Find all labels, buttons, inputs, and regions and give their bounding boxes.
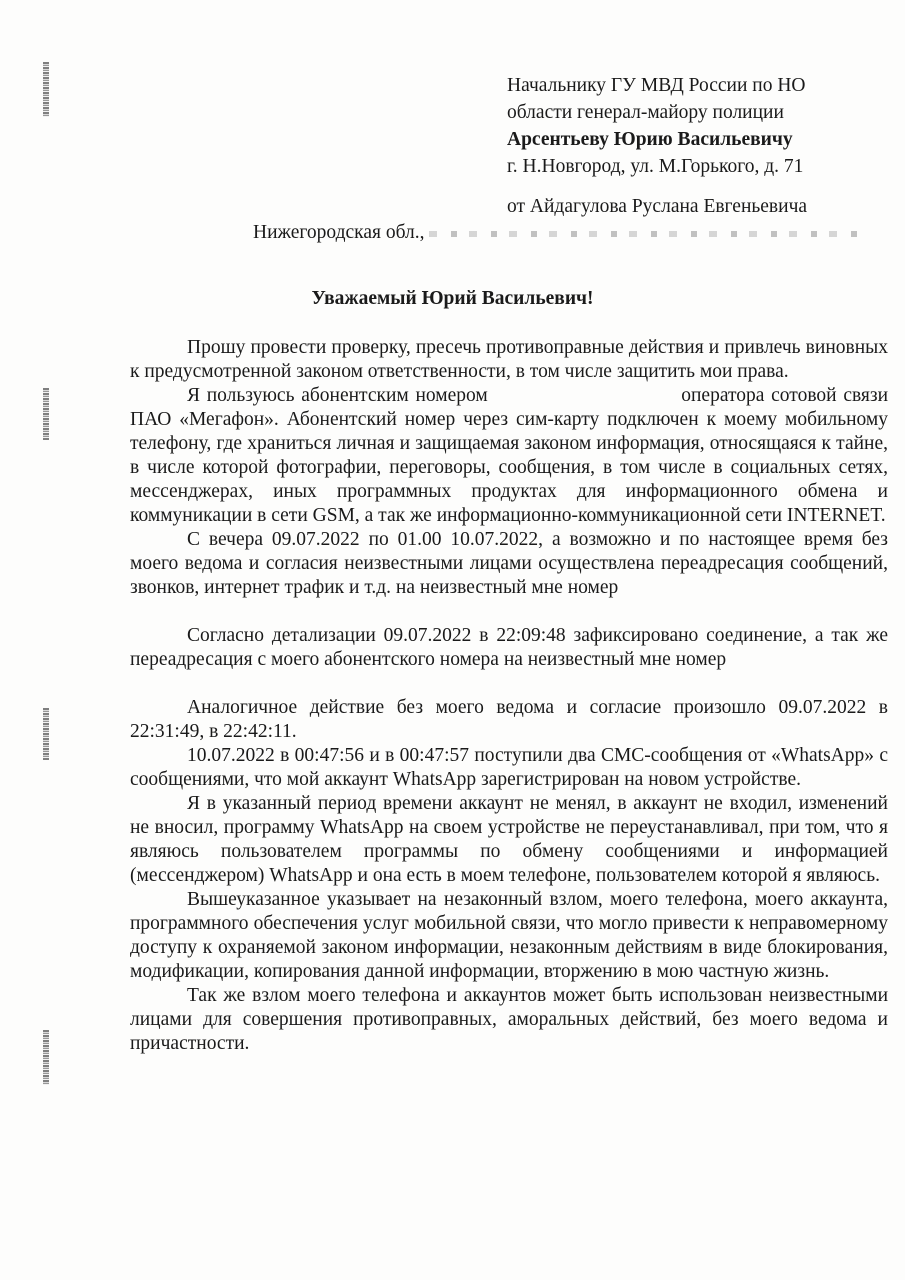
- scan-mark-lower: [43, 708, 49, 760]
- paragraph-2-rest: оператора сотовой связи ПАО «Мегафон». Абонентский номер через сим-карту подключен к моему мобильному телефону, где храниться личная и защищаемая законом информация, относящаяся к тайне, в числе которой фотографии, переговоры, сообщения, в том числе в социальных сетях, мессенджерах, иных программных продуктах для информационного обмена и коммуникации в сети GSM, а так же информационно-коммуникационной сети INTERNET.: [130, 385, 889, 526]
- paragraph-8: Вышеуказанное указывает на незаконный взлом, моего телефона, моего аккаунта, программного обеспечения услуг мобильной связи, что могло привести к неправомерному доступу к охраняемой законом информации, незаконным действиям в виде блокирования, модификации, копирования данной информации, вторжению в мою частную жизнь.: [130, 889, 888, 982]
- redacted-number-line-2: [130, 672, 888, 696]
- addressee-block: [507, 72, 887, 180]
- paragraph-6: 10.07.2022 в 00:47:56 и в 00:47:57 поступили два СМС-сообщения от «WhatsApp» с сообщениями, что мой аккаунт WhatsApp зарегистрирован на новом устройстве.: [130, 745, 888, 790]
- addressee-line-2: области генерал-майору полиции: [507, 102, 784, 123]
- scan-mark-top: [43, 62, 49, 117]
- sender-name: от Айдагулова Руслана Евгеньевича: [507, 196, 808, 217]
- paragraph-5: Аналогичное действие без моего ведома и согласие произошло 09.07.2022 в 22:31:49, в 22:42:11.: [130, 697, 888, 742]
- sender-address: [253, 219, 859, 246]
- greeting: Уважаемый Юрий Васильевич!: [311, 288, 594, 309]
- paragraph-9: Так же взлом моего телефона и аккаунтов может быть использован неизвестными лицами для совершения противоправных, аморальных действий, без моего ведома и причастности.: [130, 985, 888, 1054]
- letter-body: [130, 336, 888, 1056]
- addressee-name: Арсентьеву Юрию Васильевичу: [507, 129, 793, 150]
- paragraph-2-start: Я пользуюсь абонентским номером: [187, 385, 488, 406]
- addressee-line-1: Начальнику ГУ МВД России по НО: [507, 75, 806, 96]
- paragraph-4: Согласно детализации 09.07.2022 в 22:09:48 зафиксировано соединение, а так же переадресация с моего абонентского номера на неизвестный мне номер: [130, 625, 888, 670]
- redacted-address: [429, 231, 859, 237]
- paragraph-3: С вечера 09.07.2022 по 01.00 10.07.2022, а возможно и по настоящее время без моего ведома и согласия неизвестными лицами осуществлена переадресация сообщений, звонков, интернет трафик и т.д. на неизвестный мне номер: [130, 529, 888, 598]
- paragraph-7: Я в указанный период времени аккаунт не менял, в аккаунт не входил, изменений не вносил, программу WhatsApp на своем устройстве не переустанавливал, при том, что я являюсь пользователем программы по обмену сообщениями и информацией (мессенджером) WhatsApp и она есть в моем телефоне, пользователем которой я являюсь.: [130, 793, 888, 886]
- scan-mark-upper: [43, 388, 49, 440]
- paragraph-2: [130, 384, 888, 528]
- paragraph-1: Прошу провести проверку, пресечь противоправные действия и привлечь виновных к предусмотренной законом ответственности, в том числе защитить мои права.: [130, 337, 888, 382]
- addressee-address: г. Н.Новгород, ул. М.Горького, д. 71: [507, 156, 804, 177]
- redacted-phone-number: [495, 400, 675, 401]
- sender-region: Нижегородская обл.,: [253, 222, 425, 243]
- redacted-number-line: [130, 600, 888, 624]
- scan-mark-bottom: [43, 1030, 49, 1085]
